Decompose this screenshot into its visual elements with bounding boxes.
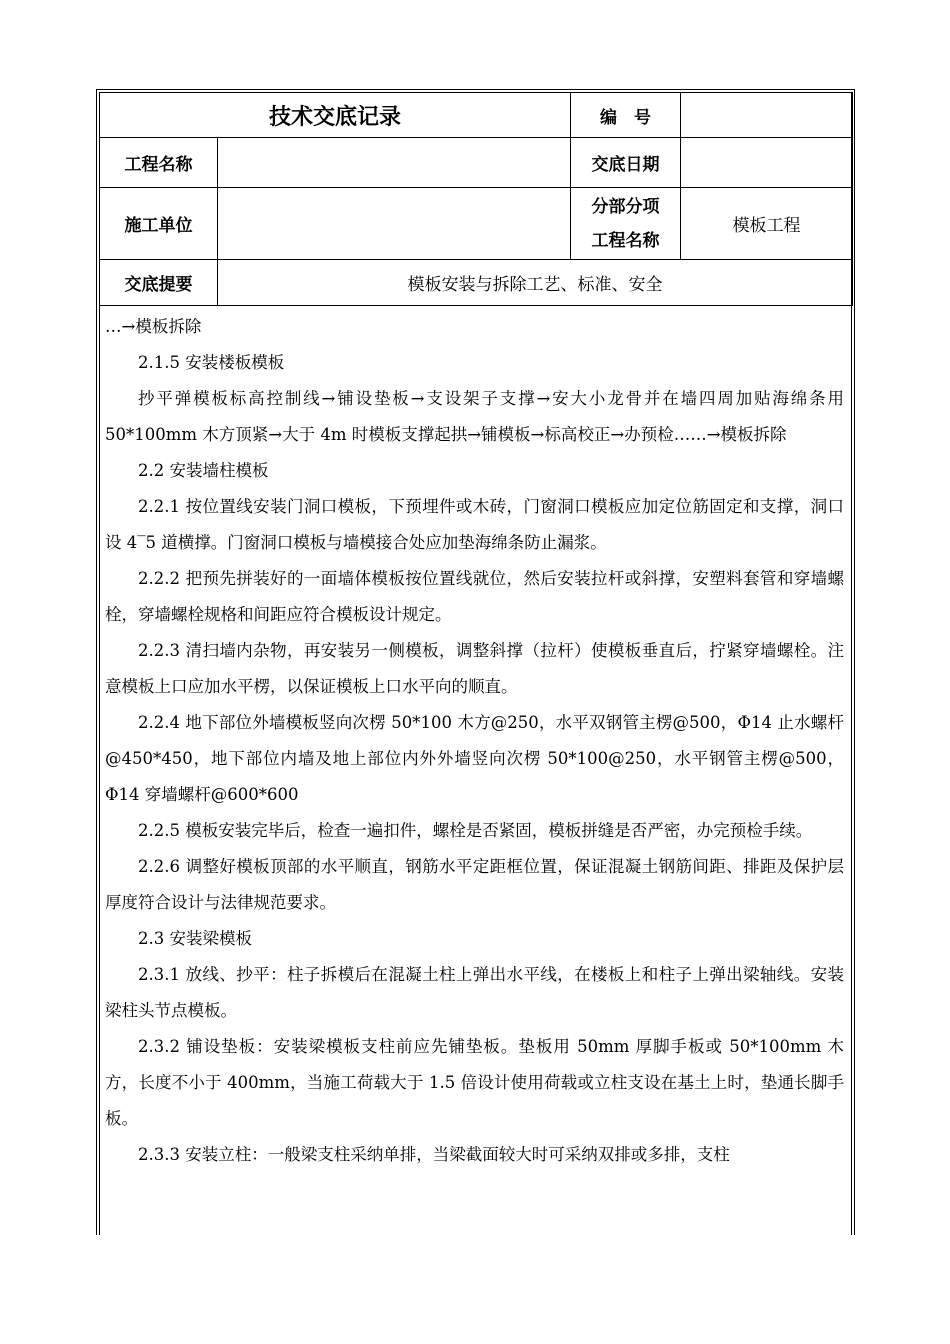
number-label-cell bbox=[571, 93, 681, 138]
summary-value-cell bbox=[218, 260, 853, 306]
paragraph: 抄平弹模板标高控制线→铺设垫板→支设架子支撑→安大小龙骨并在墙四周加贴海绵条用 50*100mm 木方顶紧→大于 4m 时模板支撑起拱→铺模板→标高校正→办预检……→模板拆除 bbox=[105, 389, 844, 444]
sub-project-value-cell bbox=[681, 188, 853, 260]
project-name-label: 工程名称 bbox=[124, 155, 193, 175]
unit-label: 施工单位 bbox=[124, 216, 193, 236]
date-label-cell bbox=[571, 138, 681, 188]
paragraph: 2.3.3 安装立柱：一般梁支柱采纳单排，当梁截面较大时可采纳双排或多排，支柱 bbox=[138, 1145, 730, 1164]
paragraph: 2.3 安装梁模板 bbox=[138, 929, 252, 948]
number-label: 编 号 bbox=[600, 107, 652, 128]
summary-label: 交底提要 bbox=[124, 275, 193, 295]
paragraph: 2.2.4 地下部位外墙模板竖向次楞 50*100 木方@250，水平双钢管主楞@500，Φ14 止水螺杆@450*450，地下部位内墙及地上部位内外外墙竖向次楞 50*100@250，水平钢管主楞@500，Φ14 穿墙螺杆@600*600 bbox=[105, 713, 844, 804]
paragraph: 2.2.3 清扫墙内杂物，再安装另一侧模板，调整斜撑（拉杆）使模板垂直后，拧紧穿墙螺栓。注意模板上口应加水平楞，以保证模板上口水平向的顺直。 bbox=[105, 641, 844, 696]
summary-label-cell bbox=[100, 260, 218, 306]
paragraph: 2.2.6 调整好模板顶部的水平顺直，钢筋水平定距框位置，保证混凝土钢筋间距、排距及保护层厚度符合设计与法律规范要求。 bbox=[105, 857, 844, 912]
paragraph: 2.1.5 安装楼板模板 bbox=[138, 353, 285, 372]
document-sheet bbox=[96, 89, 855, 1235]
paragraph: 2.2 安装墙柱模板 bbox=[138, 461, 269, 480]
date-value-cell bbox=[681, 138, 853, 188]
paragraph: 2.2.5 模板安装完毕后，检查一遍扣件，螺栓是否紧固，模板拼缝是否严密，办完预检手续。 bbox=[138, 821, 813, 840]
unit-label-cell bbox=[100, 188, 218, 260]
summary-value: 模板安装与拆除工艺、标准、安全 bbox=[407, 275, 663, 295]
paragraph: 2.2.2 把预先拼装好的一面墙体模板按位置线就位，然后安装拉杆或斜撑，安塑料套管和穿墙螺栓，穿墙螺栓规格和间距应符合模板设计规定。 bbox=[105, 569, 844, 624]
sub-project-label-cell bbox=[571, 188, 681, 260]
paragraph: 2.2.1 按位置线安装门洞口模板，下预埋件或木砖，门窗洞口模板应加定位筋固定和支撑，洞口设 4‾5 道横撑。门窗洞口模板与墙模接合处应加垫海绵条防止漏浆。 bbox=[105, 497, 844, 552]
record-title: 技术交底记录 bbox=[269, 104, 402, 130]
sub-project-value: 模板工程 bbox=[732, 216, 801, 236]
paragraph: 2.3.1 放线、抄平：柱子拆模后在混凝土柱上弹出水平线，在楼板上和柱子上弹出梁轴线。安装梁柱头节点模板。 bbox=[105, 965, 844, 1020]
header-table bbox=[99, 92, 853, 306]
record-title-cell bbox=[100, 93, 571, 138]
paragraph: …→模板拆除 bbox=[105, 317, 202, 336]
number-value-cell bbox=[681, 93, 853, 138]
project-name-label-cell bbox=[100, 138, 218, 188]
unit-value-cell bbox=[218, 188, 571, 260]
paragraph: 2.3.2 铺设垫板：安装梁模板支柱前应先铺垫板。垫板用 50mm 厚脚手板或 50*100mm 木方，长度不小于 400mm，当施工荷载大于 1.5 倍设计使用荷载或立柱支设在基土上时，垫通长脚手板。 bbox=[105, 1037, 844, 1128]
sub-project-label-line1: 分部分项 bbox=[591, 196, 660, 217]
date-label: 交底日期 bbox=[591, 155, 660, 175]
body-text bbox=[105, 309, 844, 1173]
sub-project-label-line2: 工程名称 bbox=[591, 230, 660, 251]
project-name-value-cell bbox=[218, 138, 571, 188]
